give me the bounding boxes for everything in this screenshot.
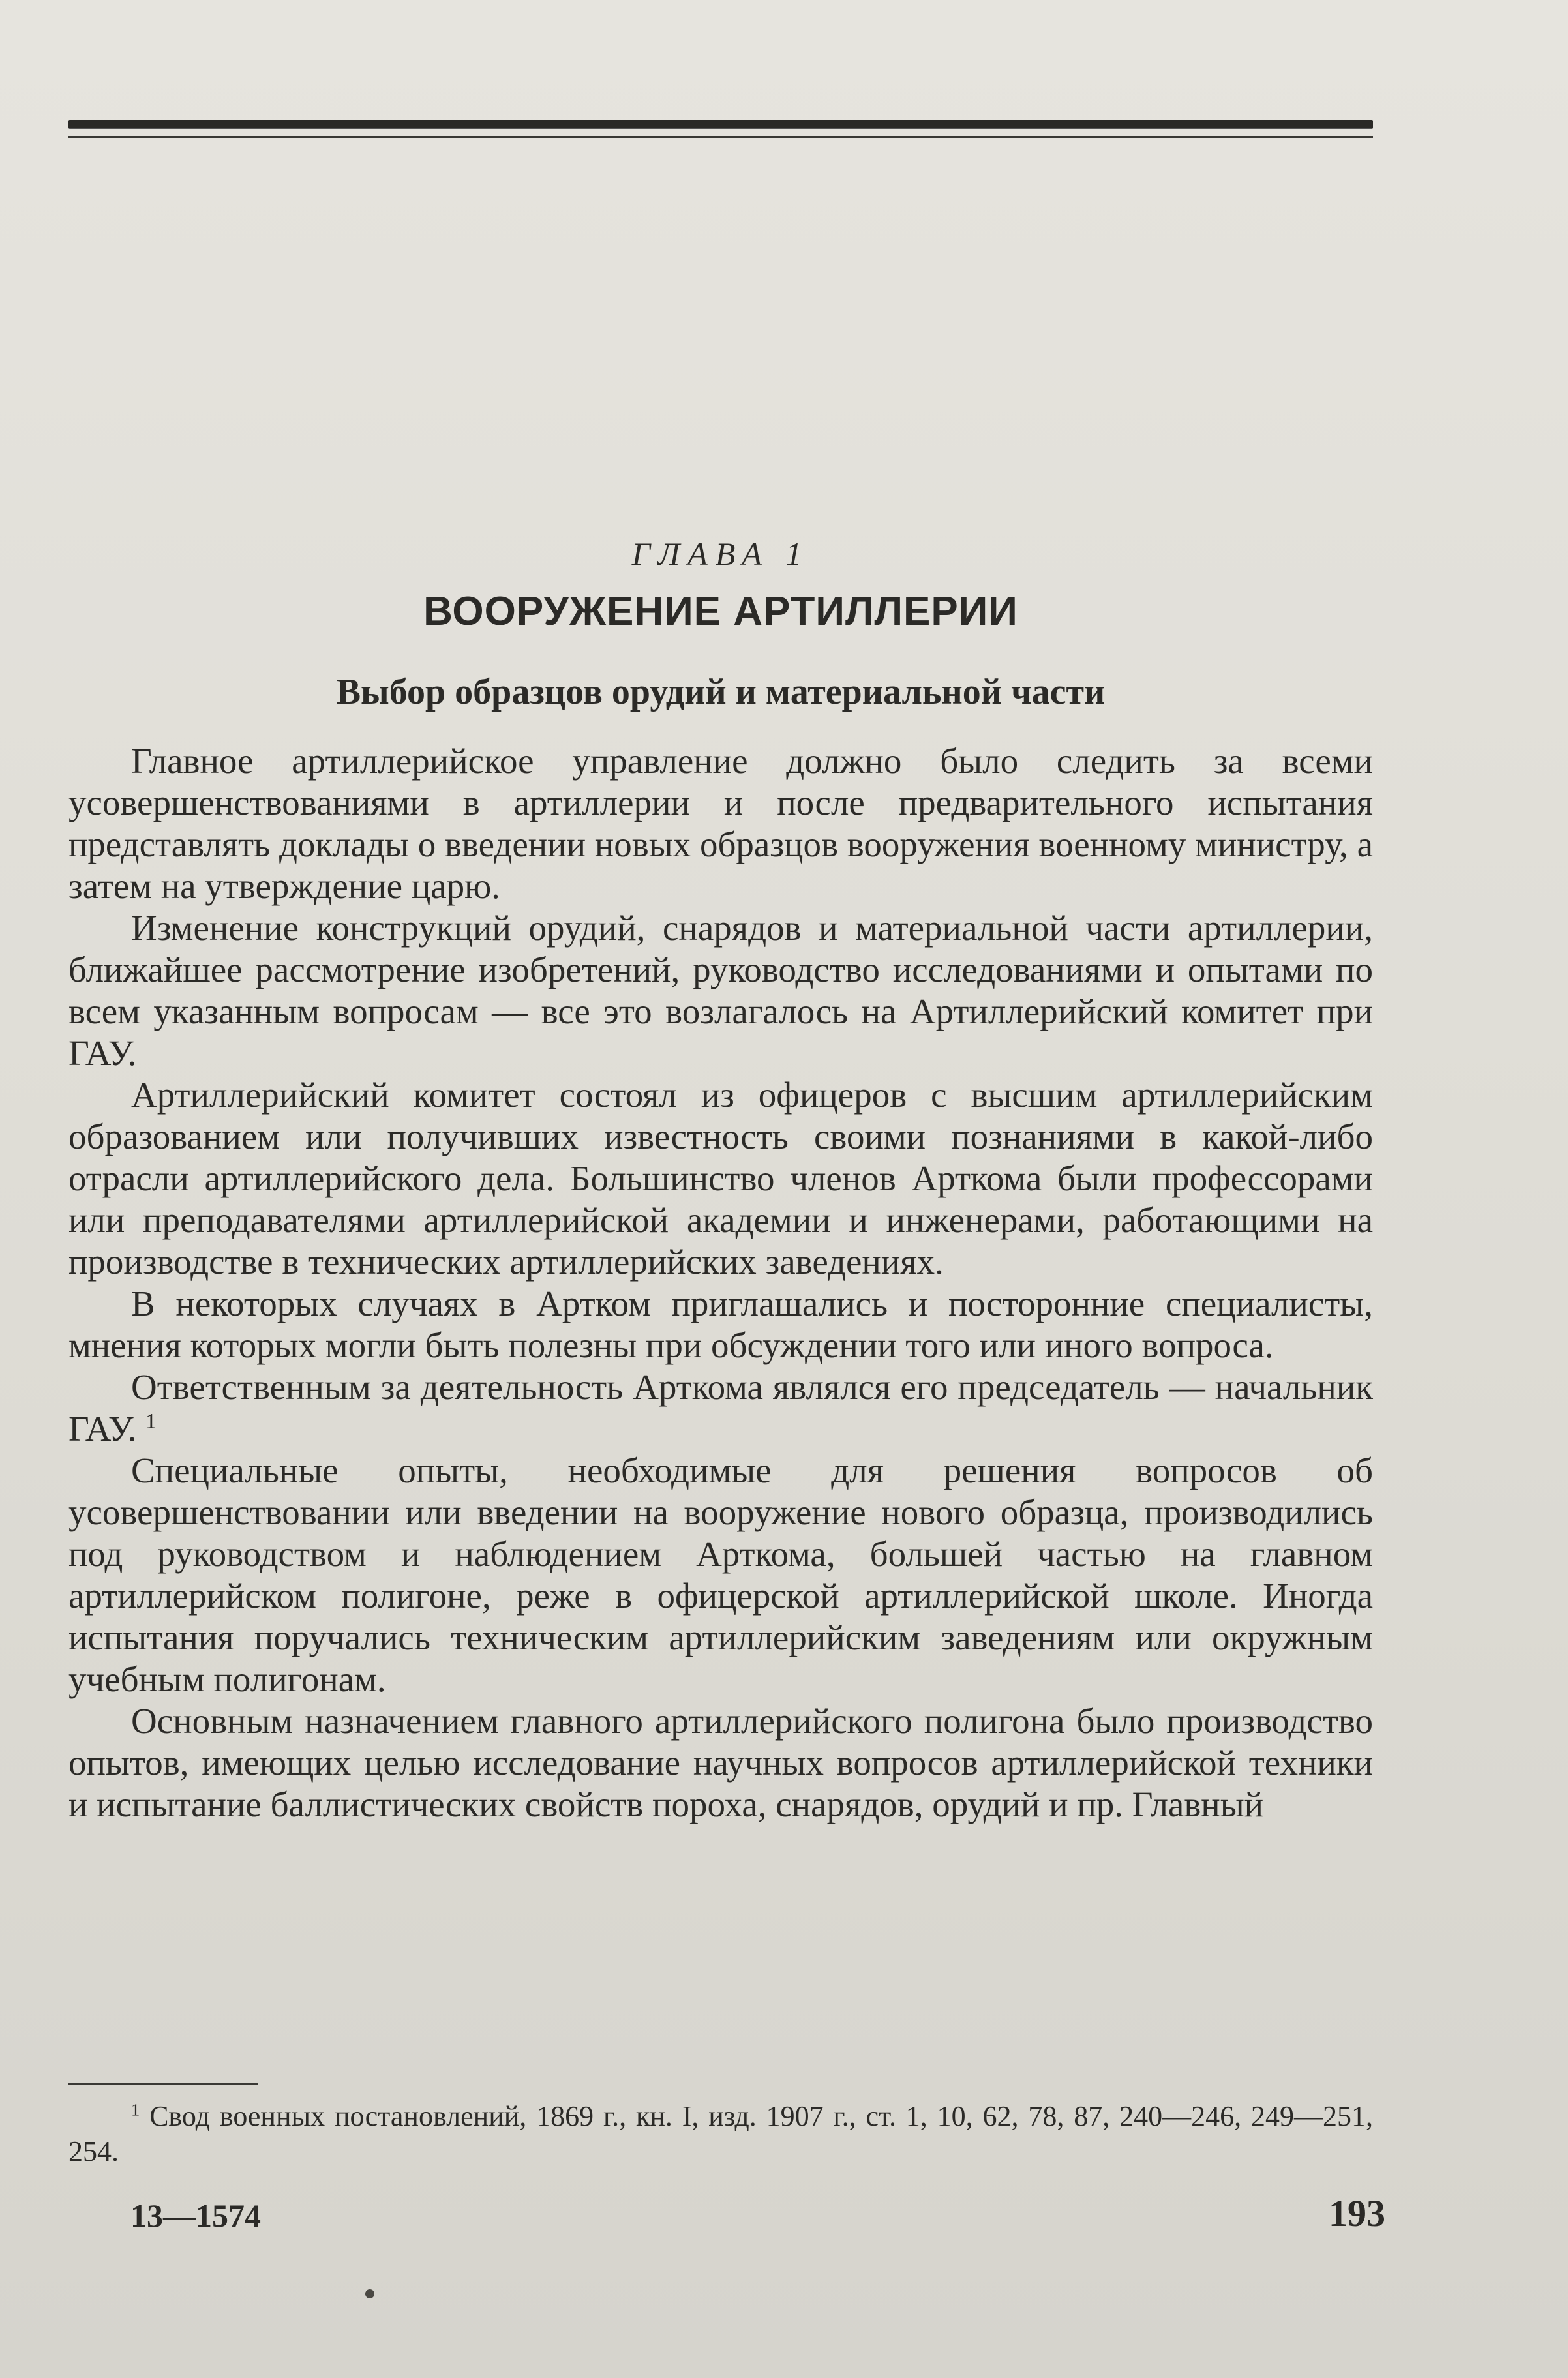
paragraph-with-footnote (68, 1366, 1373, 1450)
footnote-text: Свод военных постановлений, 1869 г., кн. I, изд. 1907 г., ст. 1, 10, 62, 78, 87, 240—246, 249—251, 254. (68, 2100, 1374, 2167)
paper-speck (365, 2289, 374, 2298)
paragraph: Изменение конструкций орудий, снарядов и материальной части артиллерии, ближайшее рассмотрение изобретений, руководство исследованиями и опытами по всем указанным вопросам — все это возлагалось на Артиллерийский комитет при ГАУ. (68, 908, 1373, 1073)
section-title: Выбор образцов орудий и материальной части (336, 672, 1106, 712)
printer-signature: 13—1574 (130, 2197, 261, 2234)
footnote (68, 2099, 1373, 2169)
page-number: 193 (1329, 2192, 1385, 2235)
paragraph-text: Ответственным за деятельность Арткома являлся его председатель — начальник ГАУ. (68, 1367, 1373, 1449)
footnote-rule (68, 2083, 258, 2085)
paragraph: Артиллерийский комитет состоял из офицеров с высшим артиллерийским образованием или получивших известность своими познаниями в какой-либо отрасли артиллерийского дела. Большинство членов Арткома были профессорами или преподавателями артиллерийской академии и инженерами, работающими на производстве в технических артиллерийских заведениях. (68, 1075, 1373, 1282)
paragraph: Главное артиллерийское управление должно было следить за всеми усовершенствованиями в артиллерии и после предварительного испытания представлять доклады о введении новых образцов вооружения военному министру, а затем на утверждение царю. (68, 741, 1373, 906)
paragraph: В некоторых случаях в Артком приглашались и посторонние специалисты, мнения которых могли быть полезны при обсуждении того или иного вопроса. (68, 1284, 1373, 1365)
paragraph: Основным назначением главного артиллерийского полигона было производство опытов, имеющих целью исследование научных вопросов артиллерийской техники и испытание баллистических свойств пороха, снарядов, орудий и пр. Главный (68, 1701, 1373, 1824)
header-rule-thin (68, 136, 1373, 138)
chapter-label: ГЛАВА 1 (631, 535, 810, 572)
header-rule-thick (68, 120, 1373, 128)
chapter-title: ВООРУЖЕНИЕ АРТИЛЛЕРИИ (423, 589, 1018, 634)
footnote-marker: 1 (131, 2100, 140, 2120)
body-text-block (68, 535, 1373, 1826)
paragraph: Специальные опыты, необходимые для решения вопросов об усовершенствовании или введении на вооружение нового образца, производились под руководством и наблюдением Арткома, большей частью на главном артиллерийском полигоне, реже в офицерской артиллерийской школе. Иногда испытания поручались техническим артиллерийским заведениям или окружным учебным полигонам. (68, 1451, 1373, 1699)
footnote-reference: 1 (145, 1409, 157, 1434)
